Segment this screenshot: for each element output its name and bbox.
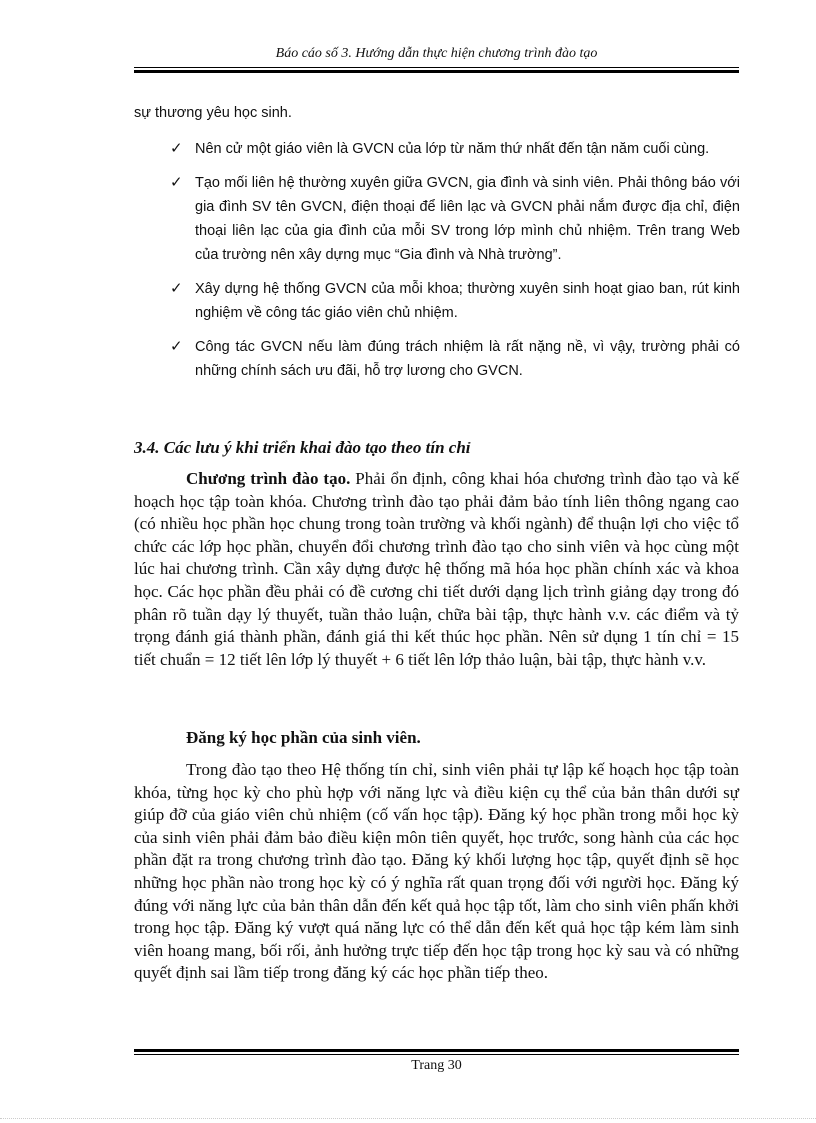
subheading: Đăng ký học phần của sinh viên. [186, 728, 421, 747]
paragraph-text: Trong đào tạo theo Hệ thống tín chỉ, sinh viên phải tự lập kế hoạch học tập toàn khóa, từng học kỳ cho phù hợp với năng lực và điều kiện cụ thể của bản thân dưới sự giúp đỡ của giáo viên chủ nhiệm (cố vấn học tập). Đăng ký học phần trong mỗi học kỳ của sinh viên phải đảm bảo điều kiện môn tiên quyết, học trước, song hành của các học phần đặt ra trong chương trình đào tạo. Đăng ký khối lượng học tập, quyết định sẽ học những học phần nào trong học kỳ có ý nghĩa rất quan trọng đối với người học. Đăng ký đúng với năng lực của bản thân dẫn đến kết quả học tập tốt, làm cho sinh viên phấn khởi trong học tập. Đăng ký vượt quá năng lực có thể dẫn đến kết quả học tập kém làm sinh viên hoang mang, bối rối, ảnh hưởng trực tiếp đến học tập trong học kỳ sau và có những quyết định sai lầm tiếp trong đăng ký các học phần tiếp theo. [134, 760, 739, 983]
checkmark-icon: ✓ [170, 140, 183, 157]
page-header: Báo cáo số 3. Hướng dẫn thực hiện chương trình đào tạo [275, 46, 598, 61]
checkmark-icon: ✓ [170, 174, 183, 191]
list-item [168, 335, 740, 383]
header-rule-thin [134, 67, 739, 68]
paragraph-registration-heading [134, 727, 739, 750]
page-edge [0, 1118, 816, 1119]
list-item [168, 137, 740, 161]
bullet-text: Tạo mối liên hệ thường xuyên giữa GVCN, gia đình và sinh viên. Phải thông báo với gia đình SV tên GVCN, điện thoại để liên lạc và GVCN phải nắm được địa chỉ, điện thoại liên lạc của gia đình của mỗi SV trong lớp mình chủ nhiệm. Trên trang Web của trường nên xây dựng mục “Gia đình và Nhà trường”. [195, 175, 740, 263]
checkmark-icon: ✓ [170, 338, 183, 355]
bullet-list [168, 137, 740, 393]
checkmark-icon: ✓ [170, 280, 183, 297]
paragraph-registration [134, 759, 739, 985]
footer-rule-thick [134, 1049, 739, 1052]
header-rule-thick [134, 70, 739, 73]
page-number: Trang 30 [411, 1058, 462, 1073]
paragraph-text: Phải ổn định, công khai hóa chương trình đào tạo và kế hoạch học tập toàn khóa. Chương trình đào tạo phải đảm bảo tính liên thông ngang cao (có nhiều học phần học chung trong toàn trường và khối ngành) để thuận lợi cho việc tổ chức các lớp học phần, chuyển đổi chương trình đào tạo cho sinh viên và học cùng một lúc hai chương trình. Cần xây dựng được hệ thống mã hóa học phần chính xác và khoa học. Các học phần đều phải có đề cương chi tiết dưới dạng lịch trình giảng dạy trong đó phân rõ tuần dạy lý thuyết, tuần thảo luận, chữa bài tập, thực hành v.v. các điểm và tỷ trọng đánh giá thành phần, đánh giá thi kết thúc học phần. Nên sử dụng 1 tín chỉ = 15 tiết chuẩn = 12 tiết lên lớp lý thuyết + 6 tiết lên lớp thảo luận, bài tập, thực hành v.v. [134, 469, 739, 669]
paragraph-training-program [134, 468, 739, 671]
list-item [168, 171, 740, 267]
section-title: 3.4. Các lưu ý khi triển khai đào tạo theo tín chỉ [134, 438, 471, 457]
bullet-text: Công tác GVCN nếu làm đúng trách nhiệm là rất nặng nề, vì vậy, trường phải có những chính sách ưu đãi, hỗ trợ lương cho GVCN. [195, 339, 740, 379]
intro-text: sự thương yêu học sinh. [134, 105, 292, 121]
bullet-text: Nên cử một giáo viên là GVCN của lớp từ năm thứ nhất đến tận năm cuối cùng. [195, 141, 710, 157]
list-item [168, 277, 740, 325]
footer-rule-thin [134, 1054, 739, 1055]
bullet-text: Xây dựng hệ thống GVCN của mỗi khoa; thường xuyên sinh hoạt giao ban, rút kinh nghiệm về công tác giáo viên chủ nhiệm. [195, 281, 740, 321]
paragraph-lead: Chương trình đào tạo. [186, 469, 351, 488]
